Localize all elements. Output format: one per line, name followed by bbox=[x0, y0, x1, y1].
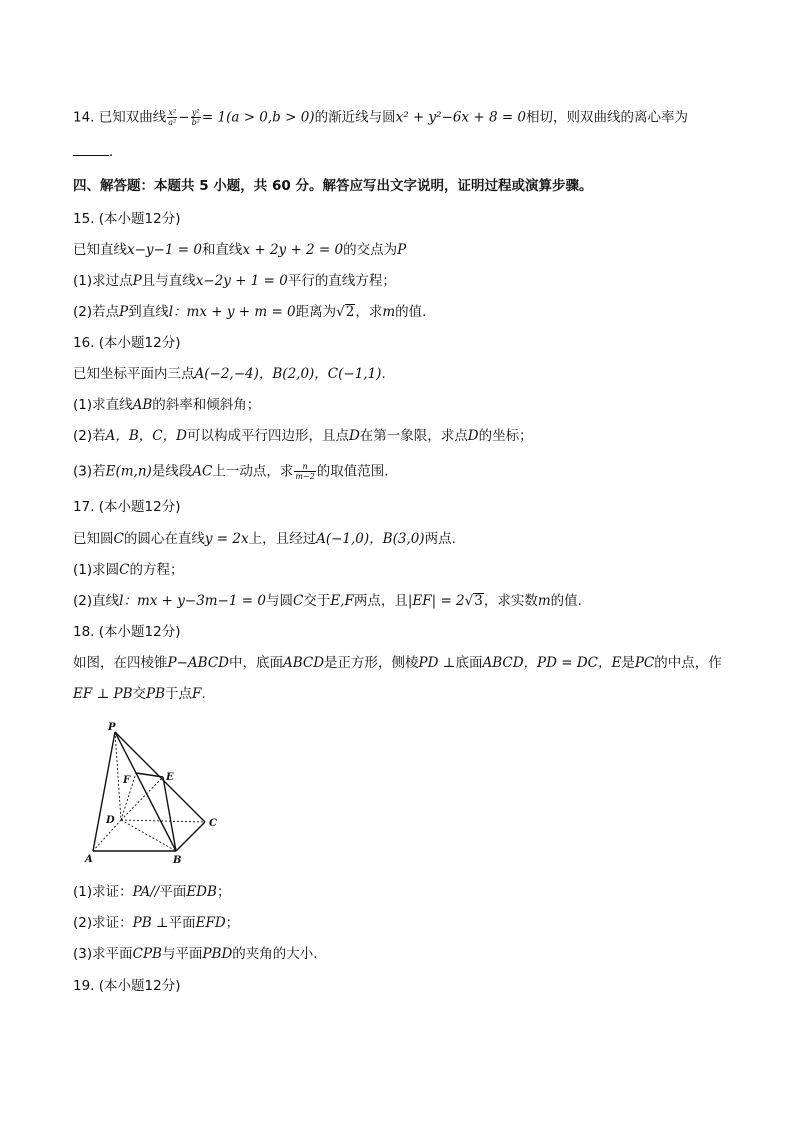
q15-heading: 15. (本小题12分) bbox=[73, 211, 181, 227]
label-E: E bbox=[166, 772, 174, 783]
label-C: C bbox=[209, 818, 217, 829]
q18-part2: (2)求证：PB ⊥平面EFD； bbox=[73, 915, 240, 931]
q17-heading: 17. (本小题12分) bbox=[73, 499, 181, 515]
edge-PB bbox=[115, 732, 176, 851]
edge-PA bbox=[93, 732, 115, 851]
label-P: P bbox=[108, 722, 116, 733]
q14-line1: 14. 已知双曲线 $\frac{\text{x²}}{\text{a²}}$ − $\frac{\text{y²}}{\text{b²}}$ = 1(a > 0,b > 0)的渐近线与圆x² + y²−6x + 8 = 0相切，则双曲线的离心率为 bbox=[73, 108, 689, 127]
label-B: B bbox=[173, 855, 182, 866]
q16-stem: 已知坐标平面内三点A(−2,−4)，B(2,0)，C(−1,1). bbox=[73, 366, 386, 382]
q18-stem-line1: 如图，在四棱锥P−ABCD中，底面ABCD是正方形，侧棱PD ⊥底面ABCD，PD = DC，E是PC的中点，作 bbox=[73, 655, 722, 671]
fraction-x2-a2: $\frac{\text{x²}}{\text{a²}}$ bbox=[168, 108, 177, 127]
q18-part1: (1)求证：PA//平面EDB； bbox=[73, 884, 231, 900]
fraction-y2-b2: $\frac{\text{y²}}{\text{b²}}$ bbox=[191, 108, 200, 127]
q15-part1: (1)求过点P且与直线x−2y + 1 = 0平行的直线方程； bbox=[73, 273, 396, 289]
q16-part2: (2)若A，B，C，D可以构成平行四边形，且点D在第一象限，求点D的坐标； bbox=[73, 428, 533, 444]
sqrt-3: 3 bbox=[474, 593, 483, 609]
label-F: F bbox=[123, 775, 131, 786]
q17-part1: (1)求圆C的方程； bbox=[73, 562, 184, 578]
q18-part3: (3)求平面CPB与平面PBD的夹角的大小. bbox=[73, 946, 318, 962]
sqrt-2: 2 bbox=[345, 304, 355, 320]
q14-line2: . bbox=[73, 143, 113, 161]
label-A: A bbox=[85, 854, 93, 865]
q15-part2: (2)若点P到直线l：mx + y + m = 0距离为√2，求m的值. bbox=[73, 304, 427, 320]
q19-heading: 19. (本小题12分) bbox=[73, 978, 181, 994]
edge-EB bbox=[163, 777, 176, 851]
edge-DC bbox=[121, 820, 205, 822]
q16-part3: (3)若E(m,n)是线段AC上一动点，求 $\frac{n}{m-2}$ 的取值范围. bbox=[73, 462, 389, 481]
edge-BC bbox=[176, 822, 205, 851]
q16-heading: 16. (本小题12分) bbox=[73, 335, 181, 351]
section-heading: 四、解答题：本题共 5 小题，共 60 分。解答应写出文字说明，证明过程或演算步骤。 bbox=[73, 178, 593, 194]
label-D: D bbox=[106, 815, 115, 826]
q18-stem-line2: EF ⊥ PB交PB于点F. bbox=[73, 686, 206, 702]
pyramid-figure bbox=[82, 720, 227, 870]
q17-stem: 已知圆C的圆心在直线y = 2x上，且经过A(−1,0)，B(3,0)两点. bbox=[73, 531, 456, 547]
answer-blank bbox=[73, 143, 109, 156]
fraction-n-over-m-2: $\frac{n}{m-2}$ bbox=[295, 462, 315, 481]
q15-stem: 已知直线x−y−1 = 0和直线x + 2y + 2 = 0的交点为P bbox=[73, 242, 407, 258]
q16-part1: (1)求直线AB的斜率和倾斜角； bbox=[73, 397, 261, 413]
edge-PD bbox=[115, 732, 121, 820]
q18-heading: 18. (本小题12分) bbox=[73, 624, 181, 640]
q17-part2: (2)直线l：mx + y−3m−1 = 0与圆C交于E,F两点，且|EF| = 2√3，求实数m的值. bbox=[73, 593, 582, 609]
